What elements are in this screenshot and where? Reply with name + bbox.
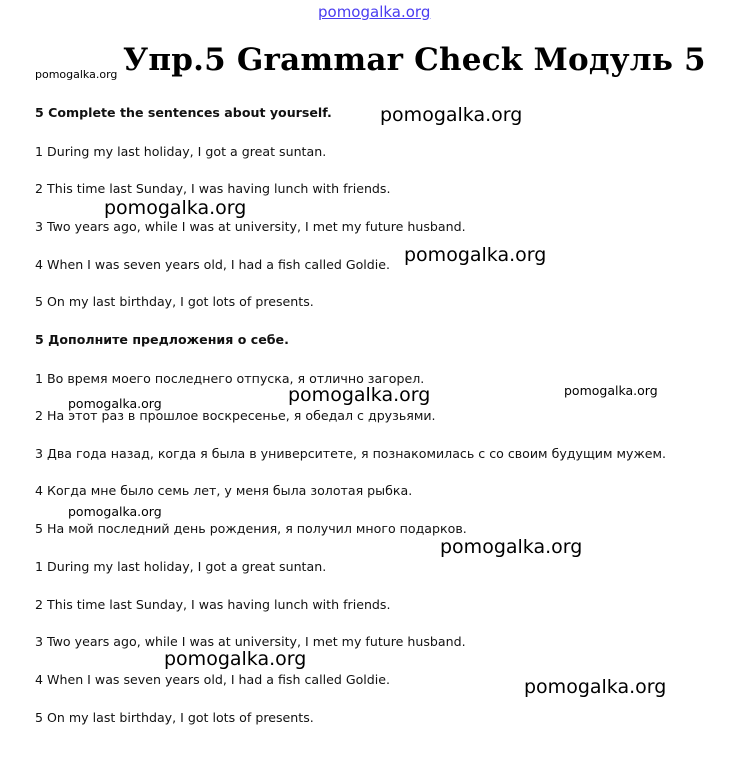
watermark: pomogalka.org bbox=[440, 536, 583, 558]
sentence-line: 1 During my last holiday, I got a great suntan. bbox=[35, 144, 327, 159]
watermark: pomogalka.org bbox=[35, 68, 118, 81]
sentence-line: 4 When I was seven years old, I had a fish called Goldie. bbox=[35, 672, 391, 687]
watermark: pomogalka.org bbox=[68, 504, 162, 519]
watermark: pomogalka.org bbox=[524, 676, 667, 698]
watermark: pomogalka.org bbox=[164, 648, 307, 670]
watermark: pomogalka.org bbox=[404, 244, 547, 266]
sentence-line: 2 На этот раз в прошлое воскресенье, я обедал с друзьями. bbox=[35, 408, 436, 423]
watermark: pomogalka.org bbox=[288, 384, 431, 406]
sentence-line: 4 Когда мне было семь лет, у меня была золотая рыбка. bbox=[35, 483, 413, 498]
sentence-line: 5 On my last birthday, I got lots of presents. bbox=[35, 710, 314, 725]
watermark: pomogalka.org bbox=[104, 197, 247, 219]
sentence-line: 5 На мой последний день рождения, я получил много подарков. bbox=[35, 521, 467, 536]
watermark: pomogalka.org bbox=[68, 396, 162, 411]
section-heading-russian: 5 Дополните предложения о себе. bbox=[35, 332, 289, 347]
sentence-line: 3 Two years ago, while I was at university, I met my future husband. bbox=[35, 634, 466, 649]
sentence-line: 1 Во время моего последнего отпуска, я отлично загорел. bbox=[35, 371, 425, 386]
site-link[interactable]: pomogalka.org bbox=[318, 3, 431, 21]
sentence-line: 5 On my last birthday, I got lots of presents. bbox=[35, 294, 314, 309]
page-title: Упр.5 Grammar Check Модуль 5 bbox=[123, 42, 706, 78]
sentence-line: 4 When I was seven years old, I had a fish called Goldie. bbox=[35, 257, 391, 272]
sentence-line: 3 Два года назад, когда я была в университете, я познакомилась с со своим будущим мужем. bbox=[35, 446, 667, 461]
watermark: pomogalka.org bbox=[380, 104, 523, 126]
section-heading-english: 5 Complete the sentences about yourself. bbox=[35, 105, 332, 120]
sentence-line: 2 This time last Sunday, I was having lunch with friends. bbox=[35, 181, 391, 196]
watermark: pomogalka.org bbox=[564, 383, 658, 398]
sentence-line: 3 Two years ago, while I was at university, I met my future husband. bbox=[35, 219, 466, 234]
sentence-line: 1 During my last holiday, I got a great suntan. bbox=[35, 559, 327, 574]
sentence-line: 2 This time last Sunday, I was having lunch with friends. bbox=[35, 597, 391, 612]
